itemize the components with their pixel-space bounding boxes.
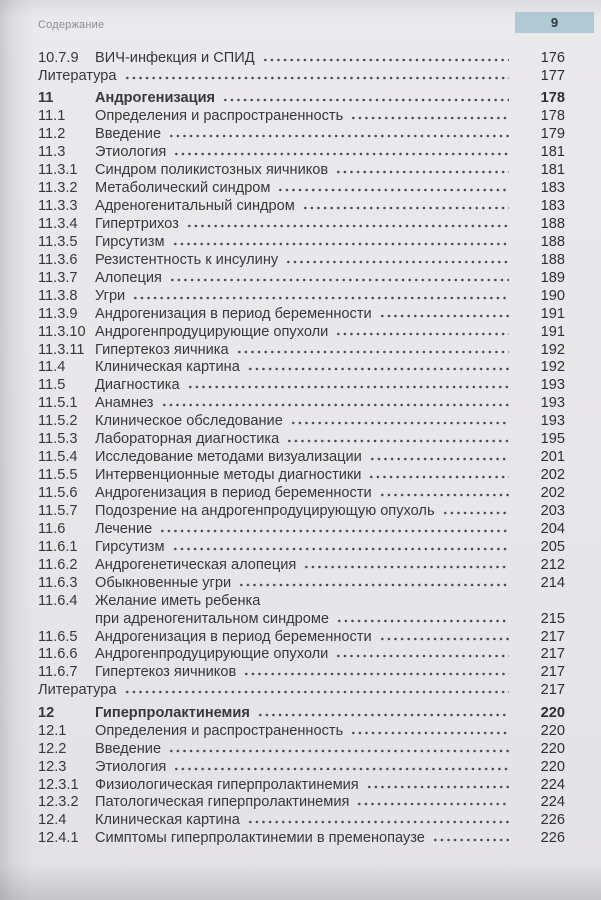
toc-row-number: 11.2 [38, 126, 66, 143]
toc-row-title: Лабораторная диагностика [95, 431, 280, 448]
toc-row-page: 217 [540, 628, 565, 645]
toc-row-title: Гирсутизм [95, 538, 165, 555]
toc-row-title: Метаболический синдром [95, 180, 271, 197]
dotted-leader [303, 565, 509, 569]
toc-row [38, 359, 565, 377]
toc-row-number: 12.3 [38, 758, 67, 775]
toc-row-number: 11.3.6 [38, 251, 78, 268]
toc-row-title: Адреногенитальный синдром [95, 198, 295, 214]
toc-row-number: 11.6.6 [38, 646, 78, 663]
toc-row-page: 220 [540, 722, 565, 739]
toc-row [38, 593, 565, 611]
toc-row-page: 203 [540, 502, 565, 519]
toc-row [38, 198, 565, 216]
toc-row-page: 178 [540, 90, 565, 107]
toc-row-page: 224 [540, 794, 565, 811]
dotted-leader [350, 731, 509, 735]
toc-row-number: 11.3.10 [38, 323, 86, 340]
toc-row-number: 11.6.3 [38, 574, 78, 591]
toc-row [38, 646, 565, 664]
dotted-leader [368, 475, 509, 479]
toc-row-number: 11.4 [38, 359, 66, 376]
dotted-leader [379, 493, 509, 497]
toc-row-title: Исследование методами визуализации [95, 449, 362, 466]
dotted-leader [366, 785, 509, 789]
toc-row-page: 202 [540, 467, 565, 484]
toc-row-title: Андрогенизация в период беременности [95, 305, 372, 322]
toc-row-number: 11.3.9 [38, 305, 78, 322]
toc-row-page: 190 [540, 287, 565, 304]
toc-row [38, 467, 565, 485]
dotted-leader [132, 296, 509, 300]
running-header: Содержание [38, 19, 105, 31]
toc-row [38, 557, 565, 575]
toc-row [38, 723, 565, 741]
toc-row-number: 12 [38, 704, 55, 721]
toc-row-number: 11.6.1 [38, 538, 78, 555]
toc-list [38, 50, 565, 848]
toc-row-number: 11.6.5 [38, 628, 78, 645]
toc-row-page: 195 [540, 431, 565, 448]
toc-row-number: 11 [38, 90, 54, 107]
toc-row-title: Гипертекоз яичника [95, 341, 229, 358]
dotted-leader [172, 242, 509, 246]
toc-row-page: 191 [540, 305, 565, 322]
toc-row [38, 68, 565, 86]
toc-row [38, 162, 565, 180]
toc-row [38, 539, 565, 557]
toc-row [38, 759, 565, 777]
toc-row-page: 188 [540, 233, 565, 250]
toc-row-number: 12.3.1 [38, 776, 79, 793]
toc-row-title: Введение [95, 740, 162, 757]
toc-row-page: 217 [540, 646, 565, 663]
toc-row-number: 11.3.3 [38, 198, 78, 214]
toc-row-page: 226 [540, 830, 565, 847]
dotted-leader [243, 672, 509, 676]
toc-row-title: Введение [95, 126, 162, 143]
toc-row-page: 220 [540, 758, 565, 775]
toc-row-page: 178 [540, 108, 565, 125]
toc-row [38, 342, 565, 360]
dotted-leader [124, 690, 510, 694]
toc-row-number: 11.5.3 [38, 431, 78, 448]
toc-row-title: Диагностика [95, 377, 180, 394]
toc-row-number: 12.2 [38, 740, 67, 757]
toc-row-number: 11.3 [38, 144, 66, 161]
dotted-leader [262, 58, 509, 62]
toc-row-page: 220 [540, 740, 565, 757]
dotted-leader [247, 367, 509, 371]
toc-row-page: 202 [540, 485, 565, 501]
toc-row-title: Алопеция [95, 269, 162, 286]
toc-row-page: 183 [540, 198, 565, 214]
toc-row [38, 705, 565, 723]
dotted-leader [290, 421, 509, 425]
dotted-leader [335, 170, 509, 174]
toc-row-page: 212 [540, 556, 565, 573]
toc-row-number: 11.5.2 [38, 413, 78, 430]
toc-row [38, 521, 565, 539]
toc-row [38, 234, 565, 252]
toc-row-page: 188 [540, 215, 565, 232]
toc-row-number: 10.7.9 [38, 50, 79, 66]
toc-row [38, 395, 565, 413]
toc-row-page: 188 [540, 251, 565, 268]
dotted-leader [356, 802, 509, 806]
toc-row-number: 11.6 [38, 520, 66, 537]
toc-row-number: 11.6.4 [38, 592, 78, 609]
toc-row-page: 189 [540, 269, 565, 286]
toc-row-title: Гипертекоз яичников [95, 664, 237, 681]
dotted-leader [187, 385, 509, 389]
toc-row [38, 431, 565, 449]
toc-row-title: Подозрение на андрогенпродуцирующую опухоль [95, 502, 435, 519]
toc-row-title: Определения и распространенность [95, 108, 344, 125]
dotted-leader [168, 749, 509, 753]
dotted-leader [172, 547, 509, 551]
dotted-leader [173, 152, 509, 156]
toc-row-title: Андрогенизация [95, 90, 216, 107]
toc-row-page: 181 [540, 144, 565, 161]
toc-row [38, 108, 565, 126]
toc-row [38, 812, 565, 830]
toc-row-page: 177 [540, 67, 565, 84]
toc-row-page: 224 [540, 776, 565, 793]
dotted-leader [247, 820, 509, 824]
toc-row-title: Лечение [95, 520, 153, 537]
dotted-leader [238, 583, 509, 587]
dotted-leader [350, 116, 509, 120]
toc-row-number: 12.4 [38, 812, 67, 829]
dotted-leader [432, 838, 509, 842]
dotted-leader [161, 403, 510, 407]
toc-row [38, 485, 565, 503]
toc-row-number: 11.6.2 [38, 556, 78, 573]
toc-row-number: 11.5.4 [38, 449, 78, 466]
toc-row-number: 11.3.4 [38, 215, 78, 232]
toc-row-title: Этиология [95, 758, 167, 775]
dotted-leader [168, 134, 509, 138]
toc-row-title: Андрогенпродуцирующие опухоли [95, 646, 329, 663]
dotted-leader [379, 314, 509, 318]
toc-row [38, 288, 565, 306]
toc-row-title: Патологическая гиперпролактинемия [95, 794, 350, 811]
toc-row-number: 11.6.7 [38, 664, 78, 681]
toc-row-page: 205 [540, 538, 565, 555]
toc-row-number: 11.5.5 [38, 467, 78, 484]
toc-row-page: 220 [540, 704, 565, 721]
toc-row-number: 11.3.11 [38, 341, 85, 358]
dotted-leader [277, 188, 509, 192]
toc-row [38, 90, 565, 108]
toc-row-title: Синдром поликистозных яичников [95, 162, 329, 179]
toc-row-title: Клиническая картина [95, 812, 240, 829]
toc-row [38, 830, 565, 848]
toc-row-title: Этиология [95, 144, 167, 161]
dotted-leader [285, 260, 509, 264]
dotted-leader [335, 332, 509, 336]
toc-row [38, 629, 565, 647]
toc-row [38, 664, 565, 682]
toc-row-title: Андрогенизация в период беременности [95, 628, 372, 645]
toc-row-title: Обыкновенные угри [95, 574, 232, 591]
toc-row-page: 183 [540, 180, 565, 197]
toc-row-number: 12.4.1 [38, 830, 79, 847]
toc-row-title: Андрогенпродуцирующие опухоли [95, 323, 329, 340]
toc-row [38, 449, 565, 467]
dotted-leader [169, 278, 509, 282]
toc-row-number: 11.1 [38, 108, 66, 125]
toc-row [38, 413, 565, 431]
toc-row-title: Клиническое обследование [95, 413, 283, 430]
toc-row-title: при адреногенитальном синдроме [95, 610, 330, 627]
dotted-leader [257, 713, 509, 717]
toc-row-title: Физиологическая гиперпролактинемия [95, 776, 359, 793]
toc-row-number: 11.3.1 [38, 162, 78, 179]
dotted-leader [302, 206, 509, 210]
toc-row-page: 226 [540, 812, 565, 829]
toc-row [38, 144, 565, 162]
toc-row-page: 181 [540, 162, 565, 179]
toc-row [38, 777, 565, 795]
toc-row-number: 11.5.6 [38, 485, 78, 501]
toc-row-page: 217 [540, 664, 565, 681]
toc-row-page: 179 [540, 126, 565, 143]
toc-row-number: 11.5 [38, 377, 66, 394]
toc-row-title: Анамнез [95, 395, 154, 412]
toc-row-title: ВИЧ-инфекция и СПИД [95, 50, 255, 66]
toc-row [38, 216, 565, 234]
toc-row [38, 252, 565, 270]
toc-row-title: Угри [95, 287, 126, 304]
toc-row-number: 11.3.7 [38, 269, 78, 286]
toc-row-page: 192 [540, 359, 565, 376]
toc-row [38, 180, 565, 198]
toc-row-page: 176 [540, 50, 565, 66]
toc-row-title: Гиперпролактинемия [95, 704, 250, 721]
dotted-leader [222, 98, 509, 102]
toc-row-number: 11.3.5 [38, 233, 78, 250]
toc-row-number: 11.5.7 [38, 502, 78, 519]
toc-row-number: 11.3.2 [38, 180, 78, 197]
toc-row-page: 193 [540, 377, 565, 394]
toc-row [38, 306, 565, 324]
toc-row-title: Клиническая картина [95, 359, 240, 376]
toc-row [38, 575, 565, 593]
toc-row [38, 377, 565, 395]
page-number: 9 [550, 15, 559, 30]
dotted-leader [236, 350, 509, 354]
toc-row-title: Литература [38, 67, 117, 84]
toc-row-page: 214 [540, 574, 565, 591]
toc-row-title: Гипертрихоз [95, 215, 179, 232]
toc-row-title: Резистентность к инсулину [95, 251, 279, 268]
toc-row-title: Определения и распространенность [95, 722, 344, 739]
dotted-leader [335, 654, 509, 658]
toc-row-number: 11.3.8 [38, 287, 78, 304]
toc-row-title: Гирсутизм [95, 233, 165, 250]
toc-row-title: Желание иметь ребенка [95, 592, 261, 609]
dotted-leader [159, 529, 509, 533]
dotted-leader [442, 511, 509, 515]
toc-row-title: Интервенционные методы диагностики [95, 467, 362, 484]
dotted-leader [186, 224, 509, 228]
toc-row [38, 503, 565, 521]
dotted-leader [379, 637, 509, 641]
toc-row-title: Симптомы гиперпролактинемии в пременопаузе [95, 830, 425, 847]
toc-row-page: 217 [540, 682, 565, 699]
toc-row [38, 126, 565, 144]
toc-row [38, 794, 565, 812]
dotted-leader [369, 457, 509, 461]
toc-row-title: Андрогенизация в период беременности [95, 485, 372, 501]
toc-row [38, 741, 565, 759]
toc-row-title: Литература [38, 682, 117, 699]
page-number-tab [515, 12, 594, 33]
toc-row-title: Андрогенетическая алопеция [95, 556, 297, 573]
toc-row [38, 50, 565, 68]
toc-row-page: 201 [540, 449, 565, 466]
toc-row-number: 12.1 [38, 722, 67, 739]
dotted-leader [286, 439, 509, 443]
toc-row-number: 12.3.2 [38, 794, 79, 811]
toc-row-page: 192 [540, 341, 565, 358]
toc-row [38, 682, 565, 700]
toc-row-page: 204 [540, 520, 565, 537]
toc-row-page: 215 [540, 610, 565, 627]
toc-row [38, 324, 565, 342]
toc-row-page: 191 [540, 323, 565, 340]
dotted-leader [173, 767, 509, 771]
dotted-leader [336, 619, 509, 623]
toc-row [38, 270, 565, 288]
toc-row-page: 193 [540, 395, 565, 412]
dotted-leader [124, 76, 510, 80]
toc-row [38, 611, 565, 629]
toc-row-number: 11.5.1 [38, 395, 78, 412]
toc-row-page: 193 [540, 413, 565, 430]
